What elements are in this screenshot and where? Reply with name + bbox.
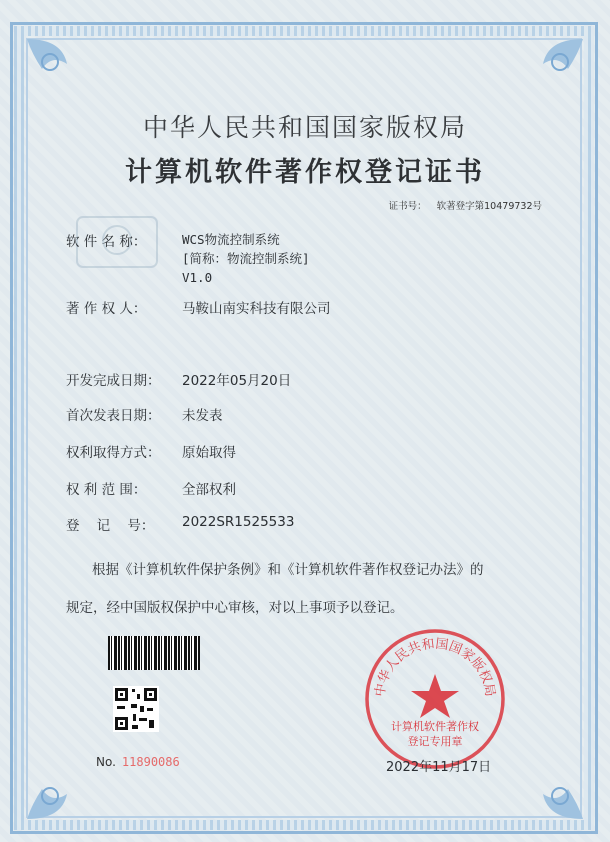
- seal-line-1: 计算机软件著作权: [391, 720, 479, 733]
- copyright-owner: 马鞍山南实科技有限公司: [182, 301, 331, 317]
- field-completion-date: [66, 369, 292, 389]
- serial-number: [96, 755, 180, 769]
- rights-scope: 全部权利: [182, 482, 236, 498]
- corner-ornament-icon: [22, 754, 92, 824]
- certificate-number: [389, 198, 542, 212]
- field-copyright-owner: [66, 297, 331, 317]
- field-publish-date: [66, 404, 223, 424]
- field-label: 权 利 范 围：: [66, 482, 147, 498]
- cert-number-label: 证书号：: [388, 201, 427, 212]
- software-version: V1.0: [182, 270, 213, 285]
- field-label: 首次发表日期：: [66, 408, 161, 424]
- seal-ring-text: 中华人民共和国国家版权局: [372, 636, 498, 698]
- field-acquisition-method: [66, 441, 236, 461]
- statement-line-1: 根据《计算机软件保护条例》和《计算机软件著作权登记办法》的: [92, 562, 484, 578]
- qr-code-icon: [113, 686, 159, 732]
- cert-number-value: 软著登字第10479732号: [436, 201, 542, 212]
- issue-date: 2022年11月17日: [386, 760, 492, 775]
- field-registration-number: [66, 514, 295, 534]
- completion-date: 2022年05月20日: [182, 373, 292, 389]
- seal-line-2: 登记专用章: [407, 735, 463, 748]
- serial-value: 11890086: [121, 755, 180, 769]
- barcode-icon: [108, 636, 200, 670]
- acquisition-method: 原始取得: [182, 445, 236, 461]
- field-label: 开发完成日期：: [66, 373, 161, 389]
- statement-line-2: 规定，经中国版权保护中心审核，对以上事项予以登记。: [66, 600, 404, 616]
- serial-label: No.: [96, 755, 116, 769]
- field-rights-scope: [66, 478, 236, 498]
- publish-date: 未发表: [182, 408, 223, 424]
- certificate-title: 计算机软件著作权登记证书: [125, 157, 485, 188]
- field-software-name: [66, 230, 310, 285]
- software-short-name: [简称：物流控制系统]: [182, 251, 310, 266]
- field-label: 著 作 权 人：: [66, 301, 147, 317]
- registration-number: 2022SR1525533: [182, 514, 295, 530]
- corner-ornament-icon: [22, 34, 92, 104]
- field-label: 权利取得方式：: [66, 445, 161, 461]
- corner-ornament-icon: [518, 754, 588, 824]
- issuer-title: 中华人民共和国国家版权局: [142, 113, 467, 142]
- official-seal-icon: [362, 626, 508, 772]
- software-name: WCS物流控制系统: [182, 232, 280, 247]
- corner-ornament-icon: [518, 34, 588, 104]
- field-label: 登 记 号：: [66, 518, 155, 534]
- field-label: 软 件 名 称：: [66, 234, 147, 250]
